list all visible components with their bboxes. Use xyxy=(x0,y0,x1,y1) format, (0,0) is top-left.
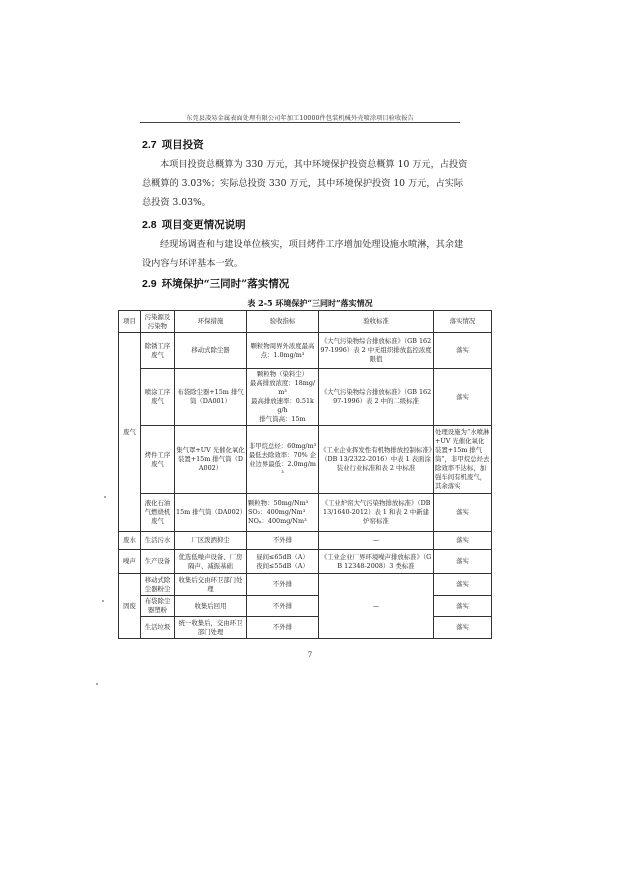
status-cell: 落实 xyxy=(434,494,492,532)
source-cell: 除锈工序废气 xyxy=(141,333,175,369)
header-rule xyxy=(140,122,460,123)
status-cell: 落实 xyxy=(434,333,492,369)
scan-speck xyxy=(96,683,98,685)
section-number: 2.8 xyxy=(142,219,157,231)
status-cell: 落实 xyxy=(434,532,492,550)
section-2-9-heading xyxy=(142,276,289,291)
measure-cell: 统一收集后，交由环卫部门处理 xyxy=(175,617,247,639)
table-row xyxy=(119,596,492,617)
index-cell: 颗粒物：50mg/Nm³ SO₂：400mg/Nm³ NOₓ：400mg/Nm³ xyxy=(247,494,319,532)
status-cell: 处理设施为“水喷淋+UV 光催化氧化装置+15m 排气筒”，非甲烷总烃去除效率不达标，加强车间有机废气，其余落实 xyxy=(434,426,492,494)
source-cell: 布袋除尘器塑粉 xyxy=(141,596,175,617)
source-cell: 喷涂工序废气 xyxy=(141,369,175,426)
standard-cell: — xyxy=(319,532,434,550)
index-cell: 颗粒物（染料尘） 最高排放浓度：18mg/m³ 最高排放速率：0.51kg/h 排气筒高：15m xyxy=(247,369,319,426)
measure-cell: 15m 排气筒（DA002） xyxy=(175,494,247,532)
source-cell: 液化石油气燃烧机废气 xyxy=(141,494,175,532)
index-cell: 颗粒物周界外浓度最高点：1.0mg/m³ xyxy=(247,333,319,369)
header-cell: 验收标准 xyxy=(319,311,434,333)
source-cell: 生产设备 xyxy=(141,550,175,574)
table-row xyxy=(119,550,492,574)
source-cell: 烤件工序废气 xyxy=(141,426,175,494)
status-cell: 落实 xyxy=(434,550,492,574)
index-cell: 不外排 xyxy=(247,596,319,617)
index-cell: 不外排 xyxy=(247,574,319,596)
measure-cell: 收集后回用 xyxy=(175,596,247,617)
section-number: 2.9 xyxy=(142,278,157,290)
standard-cell: 《工业企业厂界环境噪声排放标准》（GB 12348-2008）3 类标准 xyxy=(319,550,434,574)
status-cell: 落实 xyxy=(434,574,492,596)
index-cell: 不外排 xyxy=(247,532,319,550)
table-header-row xyxy=(119,311,492,333)
table-caption: 表 2-5 环境保护“三同时”落实情况 xyxy=(247,298,373,308)
category-cell-water: 废水 xyxy=(119,532,141,550)
index-cell: 不外排 xyxy=(247,617,319,639)
scan-speck xyxy=(104,496,106,498)
table-row xyxy=(119,369,492,426)
source-cell: 生活垃圾 xyxy=(141,617,175,639)
scan-speck xyxy=(102,600,104,602)
standard-cell: 《工业炉窑大气污染物排放标准》（DB 13/1640-2012）表 1 和表 2 中新建炉窑标准 xyxy=(319,494,434,532)
table-row xyxy=(119,333,492,369)
status-cell: 落实 xyxy=(434,617,492,639)
status-cell: 落实 xyxy=(434,369,492,426)
header-cell: 验收指标 xyxy=(247,311,319,333)
category-cell-gas: 废气 xyxy=(119,333,141,532)
standard-cell: 《工业企业挥发性有机物排放控制标准》（DB 13/2322-2016）中表 1 表面涂装业行业标准和表 2 中标准 xyxy=(319,426,434,494)
table-row xyxy=(119,532,492,550)
section-number: 2.7 xyxy=(142,139,157,151)
header-cell: 环保措施 xyxy=(175,311,247,333)
measure-cell: 收集后交由环卫部门处理 xyxy=(175,574,247,596)
table-row xyxy=(119,574,492,596)
section-2-8-heading xyxy=(142,217,246,232)
header-cell: 污染源及污染物 xyxy=(141,311,175,333)
table-row xyxy=(119,617,492,639)
section-title: 项目变更情况说明 xyxy=(161,219,246,231)
standard-cell: — xyxy=(319,574,434,639)
status-cell: 落实 xyxy=(434,596,492,617)
measure-cell: 移动式除尘器 xyxy=(175,333,247,369)
header-cell: 落实情况 xyxy=(434,311,492,333)
section-title: 项目投资 xyxy=(161,139,204,151)
header-cell: 项目 xyxy=(119,311,141,333)
section-2-7-paragraph: 本项目投资总概算为 330 万元，其中环境保护投资总概算 10 万元，占投资总概算的 3.03%；实际总投资 330 万元，其中环境保护投资 10 万元，占实际总投资 3.03%。 xyxy=(142,159,468,208)
source-cell: 移动式除尘器粉尘 xyxy=(141,574,175,596)
measure-cell: 优选低噪声设备、厂房隔声、减振基础 xyxy=(175,550,247,574)
standard-cell: 《大气污染物综合排放标准》（GB 16297-1996）表 2 中的二级标准 xyxy=(319,369,434,426)
standard-cell: 《大气污染物综合排放标准》（GB 16297-1996）表 2 中无组织排放监控浓度限值 xyxy=(319,333,434,369)
page-header: 东莞县凌易金属表面处理有限公司年加工10000件包装机械外壳喷涂项目验收报告 xyxy=(186,115,414,122)
category-cell-solid: 固废 xyxy=(119,574,141,639)
measure-cell: 布袋除尘器+15m 排气筒（DA001） xyxy=(175,369,247,426)
table-row xyxy=(119,494,492,532)
measure-cell: 厂区泼洒抑尘 xyxy=(175,532,247,550)
page-number: 7 xyxy=(307,651,313,659)
source-cell: 生活污水 xyxy=(141,532,175,550)
section-title: 环境保护“三同时”落实情况 xyxy=(161,278,290,290)
table-row xyxy=(119,426,492,494)
three-simultaneous-table xyxy=(118,310,492,639)
category-cell-noise: 噪声 xyxy=(119,550,141,574)
index-cell: 昼间≤65dB（A） 夜间≤55dB（A） xyxy=(247,550,319,574)
measure-cell: 集气罩+UV 光催化氧化装置+15m 排气筒（DA002） xyxy=(175,426,247,494)
section-2-8-paragraph: 经现场调查和与建设单位核实，项目烤件工序增加处理设施水喷淋，其余建设内容与环评基本一致。 xyxy=(142,239,464,269)
section-2-7-heading xyxy=(142,137,204,152)
index-cell: 非甲烷总烃：60mg/m³ 最低去除效率：70% 企业边界最低：2.0mg/m³ xyxy=(247,426,319,494)
